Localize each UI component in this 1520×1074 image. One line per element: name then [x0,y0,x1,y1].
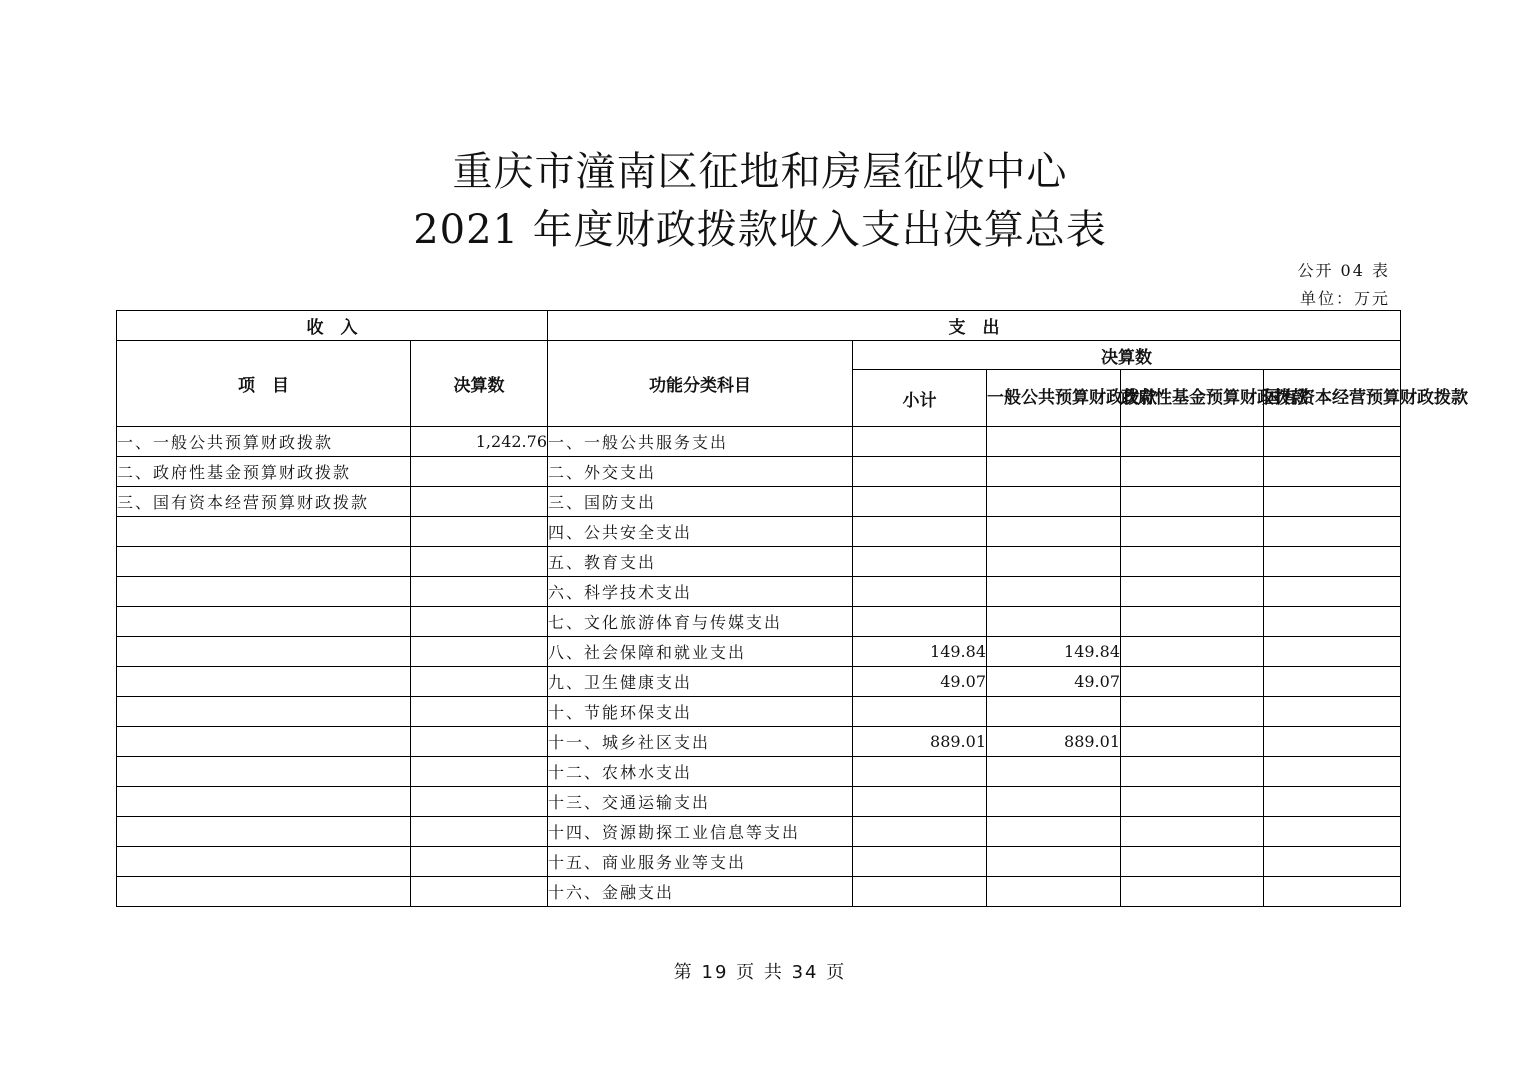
subtotal-cell [853,757,987,787]
item-column-header: 项 目 [117,341,411,427]
subtotal-cell [853,427,987,457]
income-item-cell [117,877,411,907]
expenditure-section-header: 支 出 [548,311,1401,341]
income-amount-cell [411,727,548,757]
gov-fund-cell [1121,877,1264,907]
general-budget-cell [987,577,1121,607]
income-amount-cell [411,787,548,817]
state-capital-cell [1264,877,1401,907]
table-row [117,577,1401,607]
general-budget-cell [987,427,1121,457]
expenditure-item-cell: 十一、城乡社区支出 [548,727,853,757]
general-budget-cell [987,817,1121,847]
income-section-header: 收 入 [117,311,548,341]
state-capital-cell [1264,847,1401,877]
income-amount-cell [411,457,548,487]
table-row [117,877,1401,907]
title-report-name: 2021 年度财政拨款收入支出决算总表 [413,207,1107,253]
income-amount-cell [411,517,548,547]
state-capital-cell [1264,697,1401,727]
expenditure-item-cell: 六、科学技术支出 [548,577,853,607]
financial-report-table [116,310,1468,907]
income-amount-cell [411,817,548,847]
state-capital-cell [1264,427,1401,457]
income-amount-cell [411,607,548,637]
general-budget-cell: 889.01 [987,727,1121,757]
gov-fund-cell [1121,847,1264,877]
state-capital-cell [1264,607,1401,637]
function-category-column-header: 功能分类科目 [548,341,853,427]
state-capital-cell [1264,637,1401,667]
income-amount-column-header: 决算数 [411,341,548,427]
table-row [117,427,1401,457]
expenditure-item-cell: 五、教育支出 [548,547,853,577]
gov-fund-column-header: 政府性基金预算财政拨款 [1121,370,1264,427]
subtotal-cell [853,607,987,637]
general-budget-cell [987,697,1121,727]
state-capital-cell [1264,577,1401,607]
state-capital-cell [1264,517,1401,547]
state-capital-cell [1264,667,1401,697]
general-budget-cell [987,487,1121,517]
state-capital-cell [1264,547,1401,577]
income-item-cell [117,517,411,547]
gov-fund-cell [1121,547,1264,577]
general-budget-cell [987,787,1121,817]
table-row [117,637,1401,667]
income-amount-cell [411,877,548,907]
income-item-cell [117,667,411,697]
subtotal-cell [853,517,987,547]
subtotal-cell [853,847,987,877]
gov-fund-cell [1121,787,1264,817]
gov-fund-cell [1121,727,1264,757]
gov-fund-cell [1121,517,1264,547]
expenditure-item-cell: 十六、金融支出 [548,877,853,907]
expenditure-item-cell: 十、节能环保支出 [548,697,853,727]
gov-fund-cell [1121,427,1264,457]
expenditure-item-cell: 七、文化旅游体育与传媒支出 [548,607,853,637]
income-amount-cell [411,847,548,877]
general-budget-cell [987,757,1121,787]
income-item-cell [117,787,411,817]
form-number: 公开 04 表 [1297,261,1390,280]
state-capital-cell [1264,787,1401,817]
subtotal-cell [853,787,987,817]
income-amount-cell [411,697,548,727]
general-budget-cell [987,607,1121,637]
general-budget-cell [987,517,1121,547]
income-item-cell [117,697,411,727]
income-item-cell [117,607,411,637]
gov-fund-cell [1121,457,1264,487]
state-capital-cell [1264,817,1401,847]
expenditure-item-cell: 一、一般公共服务支出 [548,427,853,457]
income-amount-cell [411,757,548,787]
final-amount-group-header: 决算数 [853,341,1401,370]
gov-fund-cell [1121,757,1264,787]
document-title [0,143,1520,259]
general-budget-cell: 149.84 [987,637,1121,667]
expenditure-item-cell: 十五、商业服务业等支出 [548,847,853,877]
gov-fund-cell [1121,607,1264,637]
income-item-cell [117,817,411,847]
subtotal-column-header: 小计 [853,370,987,427]
general-budget-cell [987,457,1121,487]
general-budget-cell [987,847,1121,877]
income-item-cell: 三、国有资本经营预算财政拨款 [117,487,411,517]
subtotal-cell [853,877,987,907]
unit-label: 单位：万元 [1299,289,1390,308]
expenditure-item-cell: 十四、资源勘探工业信息等支出 [548,817,853,847]
expenditure-item-cell: 十二、农林水支出 [548,757,853,787]
gov-fund-cell [1121,487,1264,517]
income-amount-cell [411,667,548,697]
table-row [117,847,1401,877]
expenditure-item-cell: 三、国防支出 [548,487,853,517]
gov-fund-cell [1121,667,1264,697]
income-amount-cell [411,637,548,667]
general-budget-cell [987,877,1121,907]
gov-fund-cell [1121,577,1264,607]
income-amount-cell [411,547,548,577]
state-capital-column-header: 国有资本经营预算财政拨款 [1264,370,1401,427]
table-row [117,727,1401,757]
table-row [117,457,1401,487]
income-item-cell: 一、一般公共预算财政拨款 [117,427,411,457]
gov-fund-cell [1121,697,1264,727]
state-capital-cell [1264,727,1401,757]
state-capital-cell [1264,757,1401,787]
subtotal-cell [853,697,987,727]
table-row [117,667,1401,697]
expenditure-item-cell: 八、社会保障和就业支出 [548,637,853,667]
table-row [117,517,1401,547]
subtotal-cell [853,577,987,607]
page-number: 第 19 页 共 34 页 [673,962,847,983]
income-item-cell: 二、政府性基金预算财政拨款 [117,457,411,487]
income-item-cell [117,547,411,577]
gov-fund-cell [1121,637,1264,667]
income-amount-cell [411,487,548,517]
expenditure-item-cell: 十三、交通运输支出 [548,787,853,817]
subtotal-cell: 49.07 [853,667,987,697]
table-row [117,787,1401,817]
expenditure-item-cell: 二、外交支出 [548,457,853,487]
subtotal-cell [853,457,987,487]
general-budget-column-header: 一般公共预算财政拨款 [987,370,1121,427]
table-row [117,607,1401,637]
general-budget-cell [987,547,1121,577]
table-row [117,487,1401,517]
expenditure-item-cell: 九、卫生健康支出 [548,667,853,697]
table-row [117,697,1401,727]
table-row [117,757,1401,787]
subtotal-cell [853,817,987,847]
income-item-cell [117,757,411,787]
subtotal-cell: 149.84 [853,637,987,667]
table-row [117,817,1401,847]
income-item-cell [117,727,411,757]
income-item-cell [117,847,411,877]
expenditure-item-cell: 四、公共安全支出 [548,517,853,547]
state-capital-cell [1264,487,1401,517]
income-amount-cell: 1,242.76 [411,427,548,457]
subtotal-cell [853,487,987,517]
state-capital-cell [1264,457,1401,487]
title-organization: 重庆市潼南区征地和房屋征收中心 [452,149,1068,195]
income-item-cell [117,637,411,667]
income-item-cell [117,577,411,607]
subtotal-cell: 889.01 [853,727,987,757]
gov-fund-cell [1121,817,1264,847]
table-row [117,547,1401,577]
subtotal-cell [853,547,987,577]
general-budget-cell: 49.07 [987,667,1121,697]
income-amount-cell [411,577,548,607]
